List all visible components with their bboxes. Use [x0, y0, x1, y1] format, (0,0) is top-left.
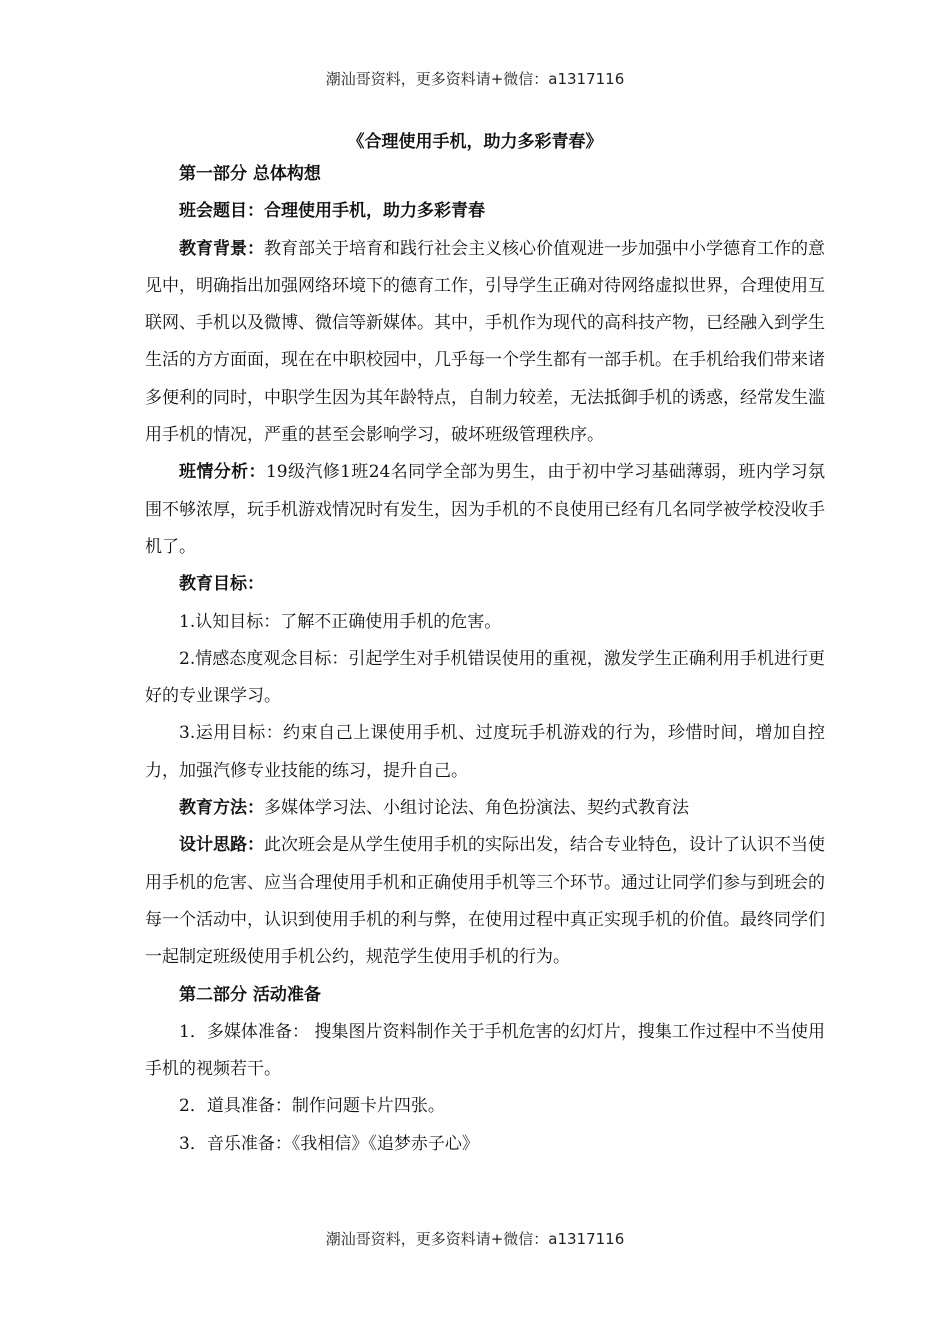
document-title: 《合理使用手机，助力多彩青春》 [347, 132, 603, 152]
background-label: 教育背景： [179, 238, 264, 259]
page-header-watermark: 潮汕哥资料，更多资料请+微信：a1317116 [325, 70, 625, 88]
prep-item: 2．道具准备：制作问题卡片四张。 [179, 1096, 445, 1117]
design-text: 此次班会是从学生使用手机的实际出发，结合专业特色，设计了认识不当使用手机的危害、应当合理使用手机和正确使用手机等三个环节。通过让同学们参与到班会的每一个活动中，认识到使用手机的利与弊，在使用过程中真正实现手机的价值。最终同学们一起制定班级使用手机公约，规范学生使用手机的行为。 [145, 835, 825, 968]
methods-paragraph [145, 790, 825, 827]
prep-item: 1．多媒体准备： 搜集图片资料制作关于手机危害的幻灯片，搜集工作过程中不当使用手机的视频若干。 [145, 1021, 825, 1080]
part1-heading: 第一部分 总体构想 [179, 164, 321, 184]
page-footer-watermark: 潮汕哥资料，更多资料请+微信：a1317116 [325, 1230, 625, 1248]
background-paragraph [145, 231, 825, 455]
methods-label: 教育方法： [179, 798, 264, 819]
background-text: 教育部关于培育和践行社会主义核心价值观进一步加强中小学德育工作的意见中，明确指出加强网络环境下的德育工作，引导学生正确对待网络虚拟世界，合理使用互联网、手机以及微博、微信等新媒体。其中，手机作为现代的高科技产物，已经融入到学生生活的方方面面，现在在中职校园中，几乎每一个学生都有一部手机。在手机给我们带来诸多便利的同时，中职学生因为其年龄特点，自制力较差，无法抵御手机的诱惑，经常发生滥用手机的情况，严重的甚至会影响学习，破坏班级管理秩序。 [145, 238, 825, 446]
prep-item: 3．音乐准备：《我相信》《追梦赤子心》 [179, 1133, 479, 1154]
goal-item: 1.认知目标：了解不正确使用手机的危害。 [179, 611, 502, 632]
class-analysis-label: 班情分析： [179, 462, 266, 483]
class-topic: 班会题目：合理使用手机，助力多彩青春 [179, 201, 485, 222]
part2-heading: 第二部分 活动准备 [179, 984, 321, 1005]
design-paragraph [145, 827, 825, 976]
goal-item: 2.情感态度观念目标：引起学生对手机错误使用的重视，激发学生正确利用手机进行更好的专业课学习。 [145, 648, 825, 707]
class-analysis-paragraph [145, 454, 825, 566]
goal-item: 3.运用目标：约束自己上课使用手机、过度玩手机游戏的行为，珍惜时间，增加自控力，加强汽修专业技能的练习，提升自己。 [145, 723, 825, 781]
design-label: 设计思路： [179, 835, 264, 856]
methods-text: 多媒体学习法、小组讨论法、角色扮演法、契约式教育法 [264, 798, 689, 819]
class-analysis-text: 19级汽修1班24名同学全部为男生，由于初中学习基础薄弱，班内学习氛围不够浓厚，玩手机游戏情况时有发生，因为手机的不良使用已经有几名同学被学校没收手机了。 [145, 462, 825, 557]
goals-heading: 教育目标： [179, 574, 264, 595]
document-body [145, 156, 825, 1163]
